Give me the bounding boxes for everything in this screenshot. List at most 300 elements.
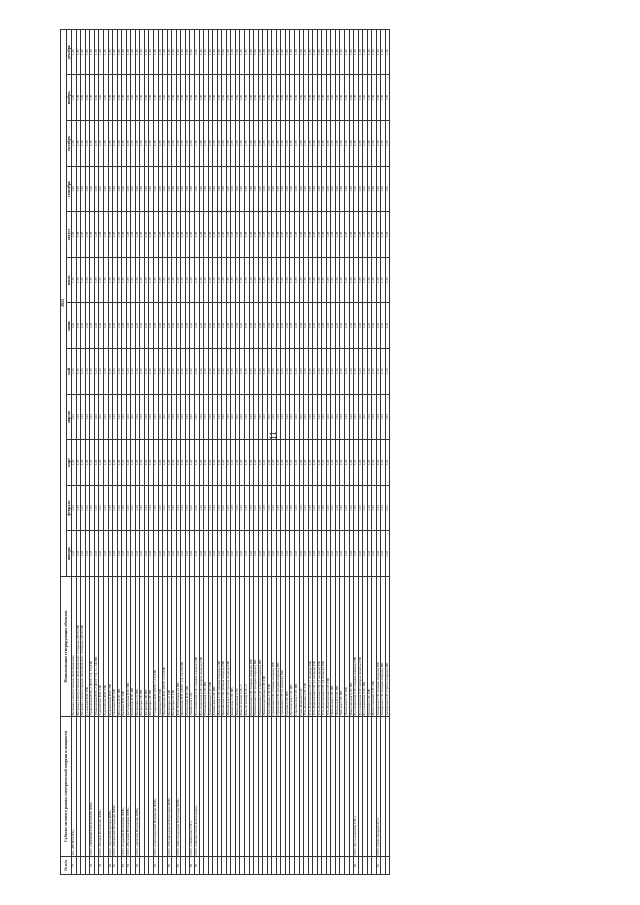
row-subject: ООО «Шестнадцатый Ветропарк ФРВ» — [176, 717, 181, 857]
row-value: 1,33 — [363, 349, 368, 395]
row-value: 1,35 — [208, 257, 213, 303]
row-value: 1,35 — [322, 257, 327, 303]
row-value: 1,33 — [290, 440, 295, 486]
row-value: 1,38 — [381, 212, 386, 258]
row-value: 1,33 — [154, 303, 159, 349]
row-value: 1,33 — [254, 349, 259, 395]
row-value: 1,39 — [258, 75, 263, 121]
header-num: № п/п — [61, 857, 72, 875]
row-object: Нижнеадыгейская СЭС НВ — [263, 577, 268, 717]
row-value: 1,35 — [131, 257, 136, 303]
row-value: 1,33 — [335, 531, 340, 577]
row-value: 1,39 — [181, 29, 186, 75]
row-value: 1,33 — [304, 531, 309, 577]
row-subject: ООО «Авелар Солар Технолоджи» — [194, 717, 199, 857]
row-value: 1,33 — [213, 531, 218, 577]
row-value: 1,33 — [94, 394, 99, 440]
row-value: 1,33 — [158, 485, 163, 531]
row-value: 1,33 — [281, 531, 286, 577]
row-value: 1,39 — [72, 166, 77, 212]
row-number: 79 — [99, 857, 104, 875]
row-value: 1,35 — [340, 257, 345, 303]
row-value: 1,33 — [144, 485, 149, 531]
row-value: 1,33 — [72, 531, 77, 577]
row-value: 1,33 — [294, 303, 299, 349]
row-value: 1,33 — [281, 485, 286, 531]
row-value: 1,39 — [149, 29, 154, 75]
row-value: 1,33 — [322, 349, 327, 395]
row-value: 1,35 — [85, 257, 90, 303]
row-value: 1,38 — [317, 212, 322, 258]
header-month: апрель — [66, 394, 72, 440]
row-value: 1,33 — [72, 303, 77, 349]
row-value: 1,39 — [176, 75, 181, 121]
row-value: 1,38 — [240, 212, 245, 258]
row-value: 1,33 — [208, 485, 213, 531]
row-value: 1,33 — [99, 531, 104, 577]
row-value: 1,33 — [331, 440, 336, 486]
row-value: 1,39 — [258, 29, 263, 75]
row-value: 1,33 — [263, 349, 268, 395]
row-number: 77 — [72, 857, 77, 875]
row-value: 1,33 — [222, 440, 227, 486]
row-value: 1,35 — [94, 257, 99, 303]
row-value: 1,33 — [285, 303, 290, 349]
row-value: 1,33 — [176, 394, 181, 440]
row-object: Майминская СЭС (третья очередь) НВ — [258, 577, 263, 717]
row-value: 1,33 — [90, 531, 95, 577]
row-value: 1,33 — [158, 440, 163, 486]
row-number: 85 — [154, 857, 159, 875]
row-value: 1,33 — [367, 349, 372, 395]
row-value: 1,38 — [340, 212, 345, 258]
row-value: 1,33 — [199, 531, 204, 577]
row-value: 1,33 — [199, 485, 204, 531]
row-value: 1,39 — [208, 75, 213, 121]
row-value: 1,33 — [140, 303, 145, 349]
row-value: 1,33 — [154, 349, 159, 395]
row-value: 1,33 — [176, 303, 181, 349]
row-value: 1,38 — [335, 121, 340, 167]
row-value: 1,39 — [363, 166, 368, 212]
row-value: 1,33 — [126, 349, 131, 395]
row-value: 1,33 — [181, 349, 186, 395]
row-value: 1,33 — [354, 394, 359, 440]
row-value: 1,38 — [354, 212, 359, 258]
row-value: 1,38 — [326, 121, 331, 167]
row-value: 1,38 — [108, 212, 113, 258]
row-number: 87 — [176, 857, 181, 875]
row-value: 1,39 — [104, 29, 109, 75]
row-value: 1,39 — [349, 166, 354, 212]
row-object: Соль-Илецкая СЭС — [299, 577, 304, 717]
row-object: Усть-Коксинская СЭС (1 очередь) НВ — [308, 577, 313, 717]
row-value: 1,33 — [172, 303, 177, 349]
table-row — [385, 29, 390, 874]
row-value: 1,33 — [345, 394, 350, 440]
row-value: 1,33 — [204, 440, 209, 486]
row-value: 1,33 — [194, 394, 199, 440]
row-value: 1,33 — [381, 531, 386, 577]
row-value: 1,38 — [231, 212, 236, 258]
row-value: 1,33 — [72, 440, 77, 486]
row-value: 1,38 — [140, 121, 145, 167]
row-value: 1,33 — [235, 394, 240, 440]
row-value: 1,33 — [235, 440, 240, 486]
row-value: 1,33 — [335, 303, 340, 349]
row-value: 1,38 — [176, 121, 181, 167]
row-value: 1,33 — [308, 485, 313, 531]
row-value: 1,35 — [176, 257, 181, 303]
row-value: 1,35 — [345, 257, 350, 303]
row-value: 1,38 — [117, 121, 122, 167]
row-value: 1,33 — [208, 394, 213, 440]
row-value: 1,39 — [72, 29, 77, 75]
row-value: 1,39 — [172, 75, 177, 121]
row-value: 1,38 — [126, 121, 131, 167]
row-value: 1,33 — [122, 394, 127, 440]
row-value: 1,38 — [263, 212, 268, 258]
row-value: 1,33 — [72, 394, 77, 440]
row-value: 1,33 — [135, 440, 140, 486]
row-value: 1,39 — [263, 75, 268, 121]
row-value: 1,35 — [240, 257, 245, 303]
row-value: 1,33 — [217, 394, 222, 440]
row-value: 1,33 — [194, 303, 199, 349]
row-value: 1,38 — [185, 121, 190, 167]
row-value: 1,33 — [94, 349, 99, 395]
row-value: 1,33 — [254, 394, 259, 440]
row-value: 1,33 — [285, 440, 290, 486]
row-object: Ветропарк-1А НВ — [135, 577, 140, 717]
row-value: 1,33 — [167, 303, 172, 349]
page-number: 11 — [268, 431, 278, 440]
row-value: 1,33 — [181, 485, 186, 531]
row-value: 1,33 — [76, 440, 81, 486]
row-value: 1,33 — [217, 303, 222, 349]
row-value: 1,33 — [385, 394, 390, 440]
row-value: 1,33 — [313, 394, 318, 440]
header-subject: Субъект оптового рынка электрической энергии и мощности — [61, 717, 72, 857]
row-value: 1,38 — [199, 121, 204, 167]
row-value: 1,39 — [113, 166, 118, 212]
row-value: 1,35 — [244, 257, 249, 303]
row-value: 1,33 — [308, 531, 313, 577]
row-value: 1,35 — [281, 257, 286, 303]
row-value: 1,39 — [367, 166, 372, 212]
row-value: 1,39 — [235, 166, 240, 212]
row-value: 1,38 — [372, 121, 377, 167]
row-value: 1,33 — [354, 440, 359, 486]
row-value: 1,39 — [381, 166, 386, 212]
row-value: 1,33 — [126, 440, 131, 486]
row-value: 1,35 — [376, 257, 381, 303]
row-value: 1,38 — [76, 121, 81, 167]
row-value: 1,33 — [304, 440, 309, 486]
row-value: 1,39 — [126, 166, 131, 212]
row-object: Усть-Коксинская СЭС НВ — [326, 577, 331, 717]
row-value: 1,39 — [154, 166, 159, 212]
row-value: 1,38 — [190, 121, 195, 167]
row-value: 1,33 — [222, 531, 227, 577]
row-value: 1,39 — [304, 75, 309, 121]
row-value: 1,33 — [158, 394, 163, 440]
row-value: 1,33 — [235, 303, 240, 349]
row-value: 1,33 — [158, 303, 163, 349]
row-value: 1,33 — [90, 485, 95, 531]
row-value: 1,33 — [222, 394, 227, 440]
row-value: 1,33 — [272, 485, 277, 531]
row-value: 1,33 — [90, 303, 95, 349]
row-value: 1,35 — [90, 257, 95, 303]
row-value: 1,33 — [376, 349, 381, 395]
row-value: 1,33 — [272, 349, 277, 395]
header-month: март — [66, 440, 72, 486]
row-object: Новоузенская СЭС НВ — [349, 577, 354, 717]
row-value: 1,33 — [158, 531, 163, 577]
row-value: 1,38 — [217, 121, 222, 167]
row-value: 1,35 — [158, 257, 163, 303]
row-number: 82 — [122, 857, 127, 875]
row-value: 1,33 — [154, 531, 159, 577]
row-value: 1,38 — [299, 121, 304, 167]
row-value: 1,39 — [340, 29, 345, 75]
row-value: 1,38 — [294, 212, 299, 258]
row-value: 1,33 — [349, 531, 354, 577]
row-number: 90 — [354, 857, 359, 875]
row-value: 1,39 — [231, 166, 236, 212]
row-value: 1,33 — [122, 440, 127, 486]
row-value: 1,33 — [99, 440, 104, 486]
row-value: 1,39 — [108, 75, 113, 121]
row-value: 1,33 — [340, 440, 345, 486]
rotated-table-container — [60, 30, 585, 875]
row-value: 1,38 — [317, 121, 322, 167]
row-value: 1,38 — [131, 121, 136, 167]
row-value: 1,35 — [144, 257, 149, 303]
row-value: 1,33 — [354, 531, 359, 577]
row-object: Бугульчанская СЭС НВ — [363, 577, 368, 717]
row-value: 1,39 — [376, 29, 381, 75]
row-subject — [385, 717, 390, 857]
row-value: 1,33 — [108, 349, 113, 395]
row-number: 78 — [90, 857, 95, 875]
row-value: 1,33 — [254, 303, 259, 349]
row-value: 1,38 — [254, 212, 259, 258]
row-value: 1,33 — [208, 303, 213, 349]
row-value: 1,33 — [363, 303, 368, 349]
row-value: 1,33 — [345, 349, 350, 395]
row-object: Излучная ВЭС НВ — [117, 577, 122, 717]
row-object: Ивановская СЭС (вторая очередь) НВ — [222, 577, 227, 717]
row-value: 1,33 — [354, 485, 359, 531]
row-value: 1,38 — [340, 121, 345, 167]
row-value: 1,33 — [367, 303, 372, 349]
row-value: 1,33 — [131, 303, 136, 349]
row-value: 1,33 — [199, 303, 204, 349]
row-value: 1,33 — [258, 485, 263, 531]
row-value: 1,33 — [258, 303, 263, 349]
row-value: 1,33 — [226, 303, 231, 349]
row-value: 1,38 — [244, 212, 249, 258]
row-value: 1,38 — [326, 212, 331, 258]
row-value: 1,39 — [135, 75, 140, 121]
row-value: 1,33 — [226, 394, 231, 440]
row-value: 1,35 — [285, 257, 290, 303]
row-value: 1,33 — [144, 303, 149, 349]
row-value: 1,39 — [108, 166, 113, 212]
row-object: Манычская ВЭС НВ — [185, 577, 190, 717]
row-value: 1,33 — [104, 349, 109, 395]
row-value: 1,39 — [163, 75, 168, 121]
row-value: 1,33 — [340, 485, 345, 531]
row-value: 1,33 — [213, 349, 218, 395]
row-value: 1,33 — [345, 485, 350, 531]
row-value: 1,33 — [117, 485, 122, 531]
row-value: 1,33 — [304, 394, 309, 440]
row-value: 1,33 — [185, 485, 190, 531]
row-value: 1,35 — [367, 257, 372, 303]
row-value: 1,38 — [363, 121, 368, 167]
row-value: 1,33 — [331, 531, 336, 577]
row-value: 1,39 — [176, 166, 181, 212]
row-value: 1,35 — [126, 257, 131, 303]
row-value: 1,33 — [181, 531, 186, 577]
row-value: 1,33 — [367, 440, 372, 486]
row-value: 1,33 — [204, 394, 209, 440]
row-value: 1,38 — [204, 212, 209, 258]
row-value: 1,33 — [190, 349, 195, 395]
row-value: 1,39 — [208, 166, 213, 212]
row-value: 1,33 — [372, 303, 377, 349]
row-value: 1,33 — [294, 349, 299, 395]
table-body — [72, 29, 390, 874]
row-value: 1,33 — [135, 394, 140, 440]
row-value: 1,33 — [122, 531, 127, 577]
row-value: 1,33 — [249, 440, 254, 486]
row-value: 1,35 — [313, 257, 318, 303]
row-object: Усть-Коксинская СЭС (2 очередь) НВ — [313, 577, 318, 717]
row-value: 1,33 — [326, 349, 331, 395]
row-value: 1,33 — [249, 485, 254, 531]
row-value: 1,33 — [281, 349, 286, 395]
row-value: 1,38 — [85, 121, 90, 167]
row-value: 1,33 — [340, 531, 345, 577]
row-value: 1,33 — [163, 349, 168, 395]
row-value: 1,39 — [294, 75, 299, 121]
row-value: 1,39 — [326, 75, 331, 121]
row-value: 1,39 — [135, 29, 140, 75]
row-value: 1,33 — [385, 485, 390, 531]
row-value: 1,35 — [294, 257, 299, 303]
row-value: 1,33 — [117, 349, 122, 395]
row-value: 1,33 — [90, 440, 95, 486]
row-value: 1,39 — [117, 75, 122, 121]
row-value: 1,38 — [213, 121, 218, 167]
row-value: 1,38 — [108, 121, 113, 167]
row-value: 1,33 — [281, 303, 286, 349]
row-value: 1,33 — [99, 394, 104, 440]
row-object: Кетченерская ВЭС НВ — [126, 577, 131, 717]
row-value: 1,38 — [81, 212, 86, 258]
row-value: 1,33 — [231, 349, 236, 395]
row-value: 1,38 — [285, 212, 290, 258]
row-object: Акъярская СЭС (третья очередь) НВ — [385, 577, 390, 717]
row-value: 1,38 — [222, 121, 227, 167]
row-value: 1,33 — [176, 485, 181, 531]
row-value: 1,38 — [72, 212, 77, 258]
row-value: 1,33 — [231, 485, 236, 531]
row-value: 1,38 — [304, 121, 309, 167]
row-value: 1,35 — [267, 257, 272, 303]
row-value: 1,33 — [190, 394, 195, 440]
row-value: 1,33 — [308, 394, 313, 440]
row-value: 1,35 — [185, 257, 190, 303]
row-value: 1,38 — [85, 212, 90, 258]
row-value: 1,39 — [181, 75, 186, 121]
row-value: 1,38 — [331, 212, 336, 258]
row-value: 1,39 — [313, 166, 318, 212]
row-subject: ООО «Бугульчанская СЭС» — [354, 717, 359, 857]
row-object: Сулинская ВЭС НВ — [85, 577, 90, 717]
row-value: 1,38 — [194, 121, 199, 167]
row-value: 1,33 — [185, 440, 190, 486]
row-value: 1,39 — [290, 75, 295, 121]
row-value: 1,33 — [99, 349, 104, 395]
row-value: 1,33 — [272, 394, 277, 440]
row-value: 1,33 — [85, 349, 90, 395]
row-value: 1,33 — [345, 440, 350, 486]
row-object: Елшанская СЭС НВ — [213, 577, 218, 717]
row-value: 1,39 — [372, 29, 377, 75]
row-value: 1,33 — [385, 531, 390, 577]
row-value: 1,33 — [294, 440, 299, 486]
row-value: 1,39 — [204, 166, 209, 212]
row-value: 1,33 — [244, 485, 249, 531]
row-value: 1,33 — [313, 440, 318, 486]
row-value: 1,33 — [358, 485, 363, 531]
row-value: 1,33 — [331, 303, 336, 349]
row-value: 1,33 — [226, 485, 231, 531]
row-value: 1,33 — [299, 303, 304, 349]
row-object: Котовская ВЭС НВ — [131, 577, 136, 717]
row-value: 1,39 — [185, 29, 190, 75]
row-value: 1,33 — [167, 394, 172, 440]
row-object: Бугульчанская СЭС (первая очередь) НВ — [194, 577, 199, 717]
row-value: 1,39 — [199, 166, 204, 212]
row-value: 1,39 — [294, 29, 299, 75]
row-value: 1,39 — [199, 29, 204, 75]
row-value: 1,39 — [208, 29, 213, 75]
row-object: Ивановская СЭС (первая очередь) НВ — [217, 577, 222, 717]
row-value: 1,33 — [90, 394, 95, 440]
row-value: 1,33 — [76, 485, 81, 531]
row-value: 1,33 — [258, 440, 263, 486]
row-object: Черноярская ВЭС (ВЭУ 1-10) НВ — [163, 577, 168, 717]
row-value: 1,38 — [99, 121, 104, 167]
row-value: 1,35 — [354, 257, 359, 303]
row-value: 1,33 — [258, 394, 263, 440]
row-value: 1,33 — [254, 531, 259, 577]
row-value: 1,38 — [76, 212, 81, 258]
row-value: 1,33 — [244, 394, 249, 440]
row-value: 1,33 — [108, 394, 113, 440]
row-value: 1,39 — [194, 29, 199, 75]
row-value: 1,39 — [322, 29, 327, 75]
row-subject: ООО «Четвертый Ветропарк ФРВ» — [113, 717, 118, 857]
row-subject: ООО «Лиманская СЭС» — [190, 717, 195, 857]
row-value: 1,35 — [372, 257, 377, 303]
